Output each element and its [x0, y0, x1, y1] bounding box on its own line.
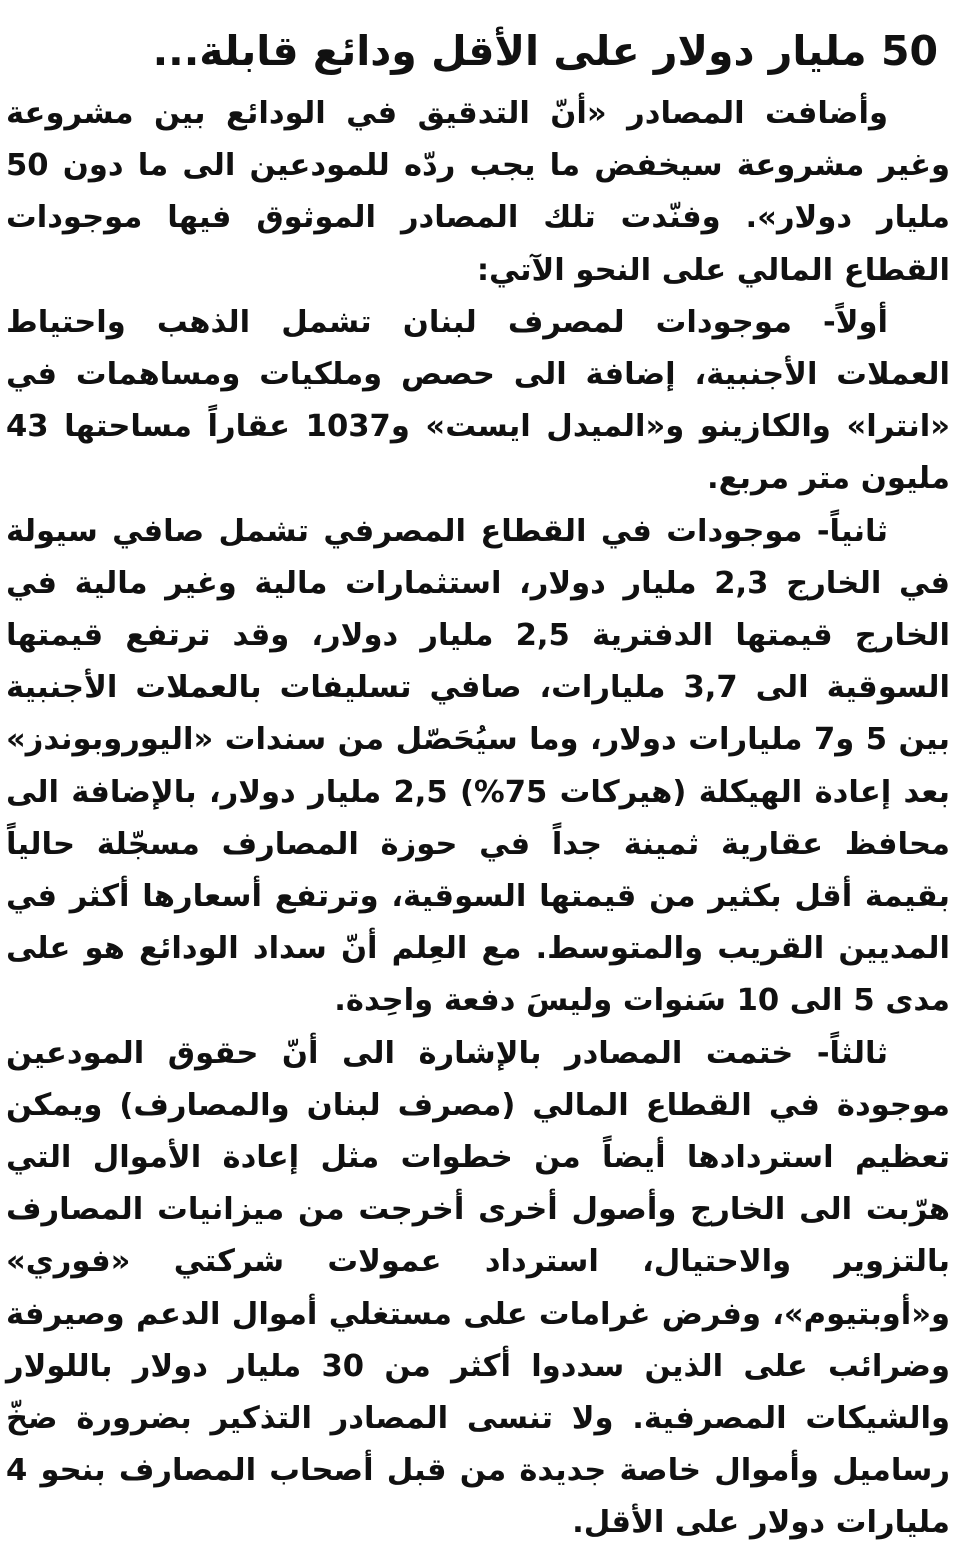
paragraph-intro: وأضافت المصادر «أنّ التدقيق في الودائع بين مشروعة وغير مشروعة سيخفض ما يجب ردّه للمودعين الى ما دون 50 مليار دولار». وفنّدت تلك المصادر الموثوق فيها موجودات القطاع المالي على النحو الآتي: — [6, 96, 950, 288]
paragraph-second-point: ثانياً- موجودات في القطاع المصرفي تشمل صافي سيولة في الخارج 2,3 مليار دولار، استثمارات مالية وغير مالية في الخارج قيمتها الدفترية 2,5 مليار دولار، وقد ترتفع قيمتها السوقية الى 3,7 مليارات، صافي تسليفات بالعملات الأجنبية بين 5 و7 مليارات دولار، وما سيُحَصّل من سندات «اليوروبوندز» بعد إعادة الهيكلة (هيركات 75%) 2,5 مليار دولار، بالإضافة الى محافظ عقارية ثمينة جداً في حوزة المصارف مسجّلة حالياً بقيمة أقل بكثير من قيمتها السوقية، وترتفع أسعارها أكثر في المديين القريب والمتوسط. مع العِلم أنّ سداد الودائع هو على مدى 5 الى 10 سَنوات وليسَ دفعة واحِدة. — [6, 513, 951, 1019]
article-body — [6, 88, 950, 1550]
news-article — [6, 0, 950, 1550]
paragraph-first-point: أولاً- موجودات لمصرف لبنان تشمل الذهب واحتياط العملات الأجنبية، إضافة الى حصص وملكيات ومساهمات في «انترا» والكازينو و«الميدل ايست» و1037 عقاراً مساحتها 43 مليون متر مربع. — [6, 304, 950, 497]
article-headline: 50 مليار دولار على الأقل ودائع قابلة... — [152, 27, 938, 75]
paragraph-third-point: ثالثاً- ختمت المصادر بالإشارة الى أنّ حقوق المودعين موجودة في القطاع المالي (مصرف لبنان والمصارف) ويمكن تعظيم استردادها أيضاً من خطوات مثل إعادة الأموال التي هرّبت الى الخارج وأصول أخرى أخرجت من ميزانيات المصارف بالتزوير والاحتيال، استرداد عمولات شركتي «فوري» و«أوبتيوم»، وفرض غرامات على مستغلي أموال الدعم وصيرفة وضرائب على الذين سددوا أكثر من 30 مليار دولار باللولار والشيكات المصرفية. ولا تنسى المصادر التذكير بضرورة ضخّ رساميل وأموال خاصة جديدة من قبل أصحاب المصارف بنحو 4 مليارات دولار على الأقل. — [6, 1035, 951, 1541]
